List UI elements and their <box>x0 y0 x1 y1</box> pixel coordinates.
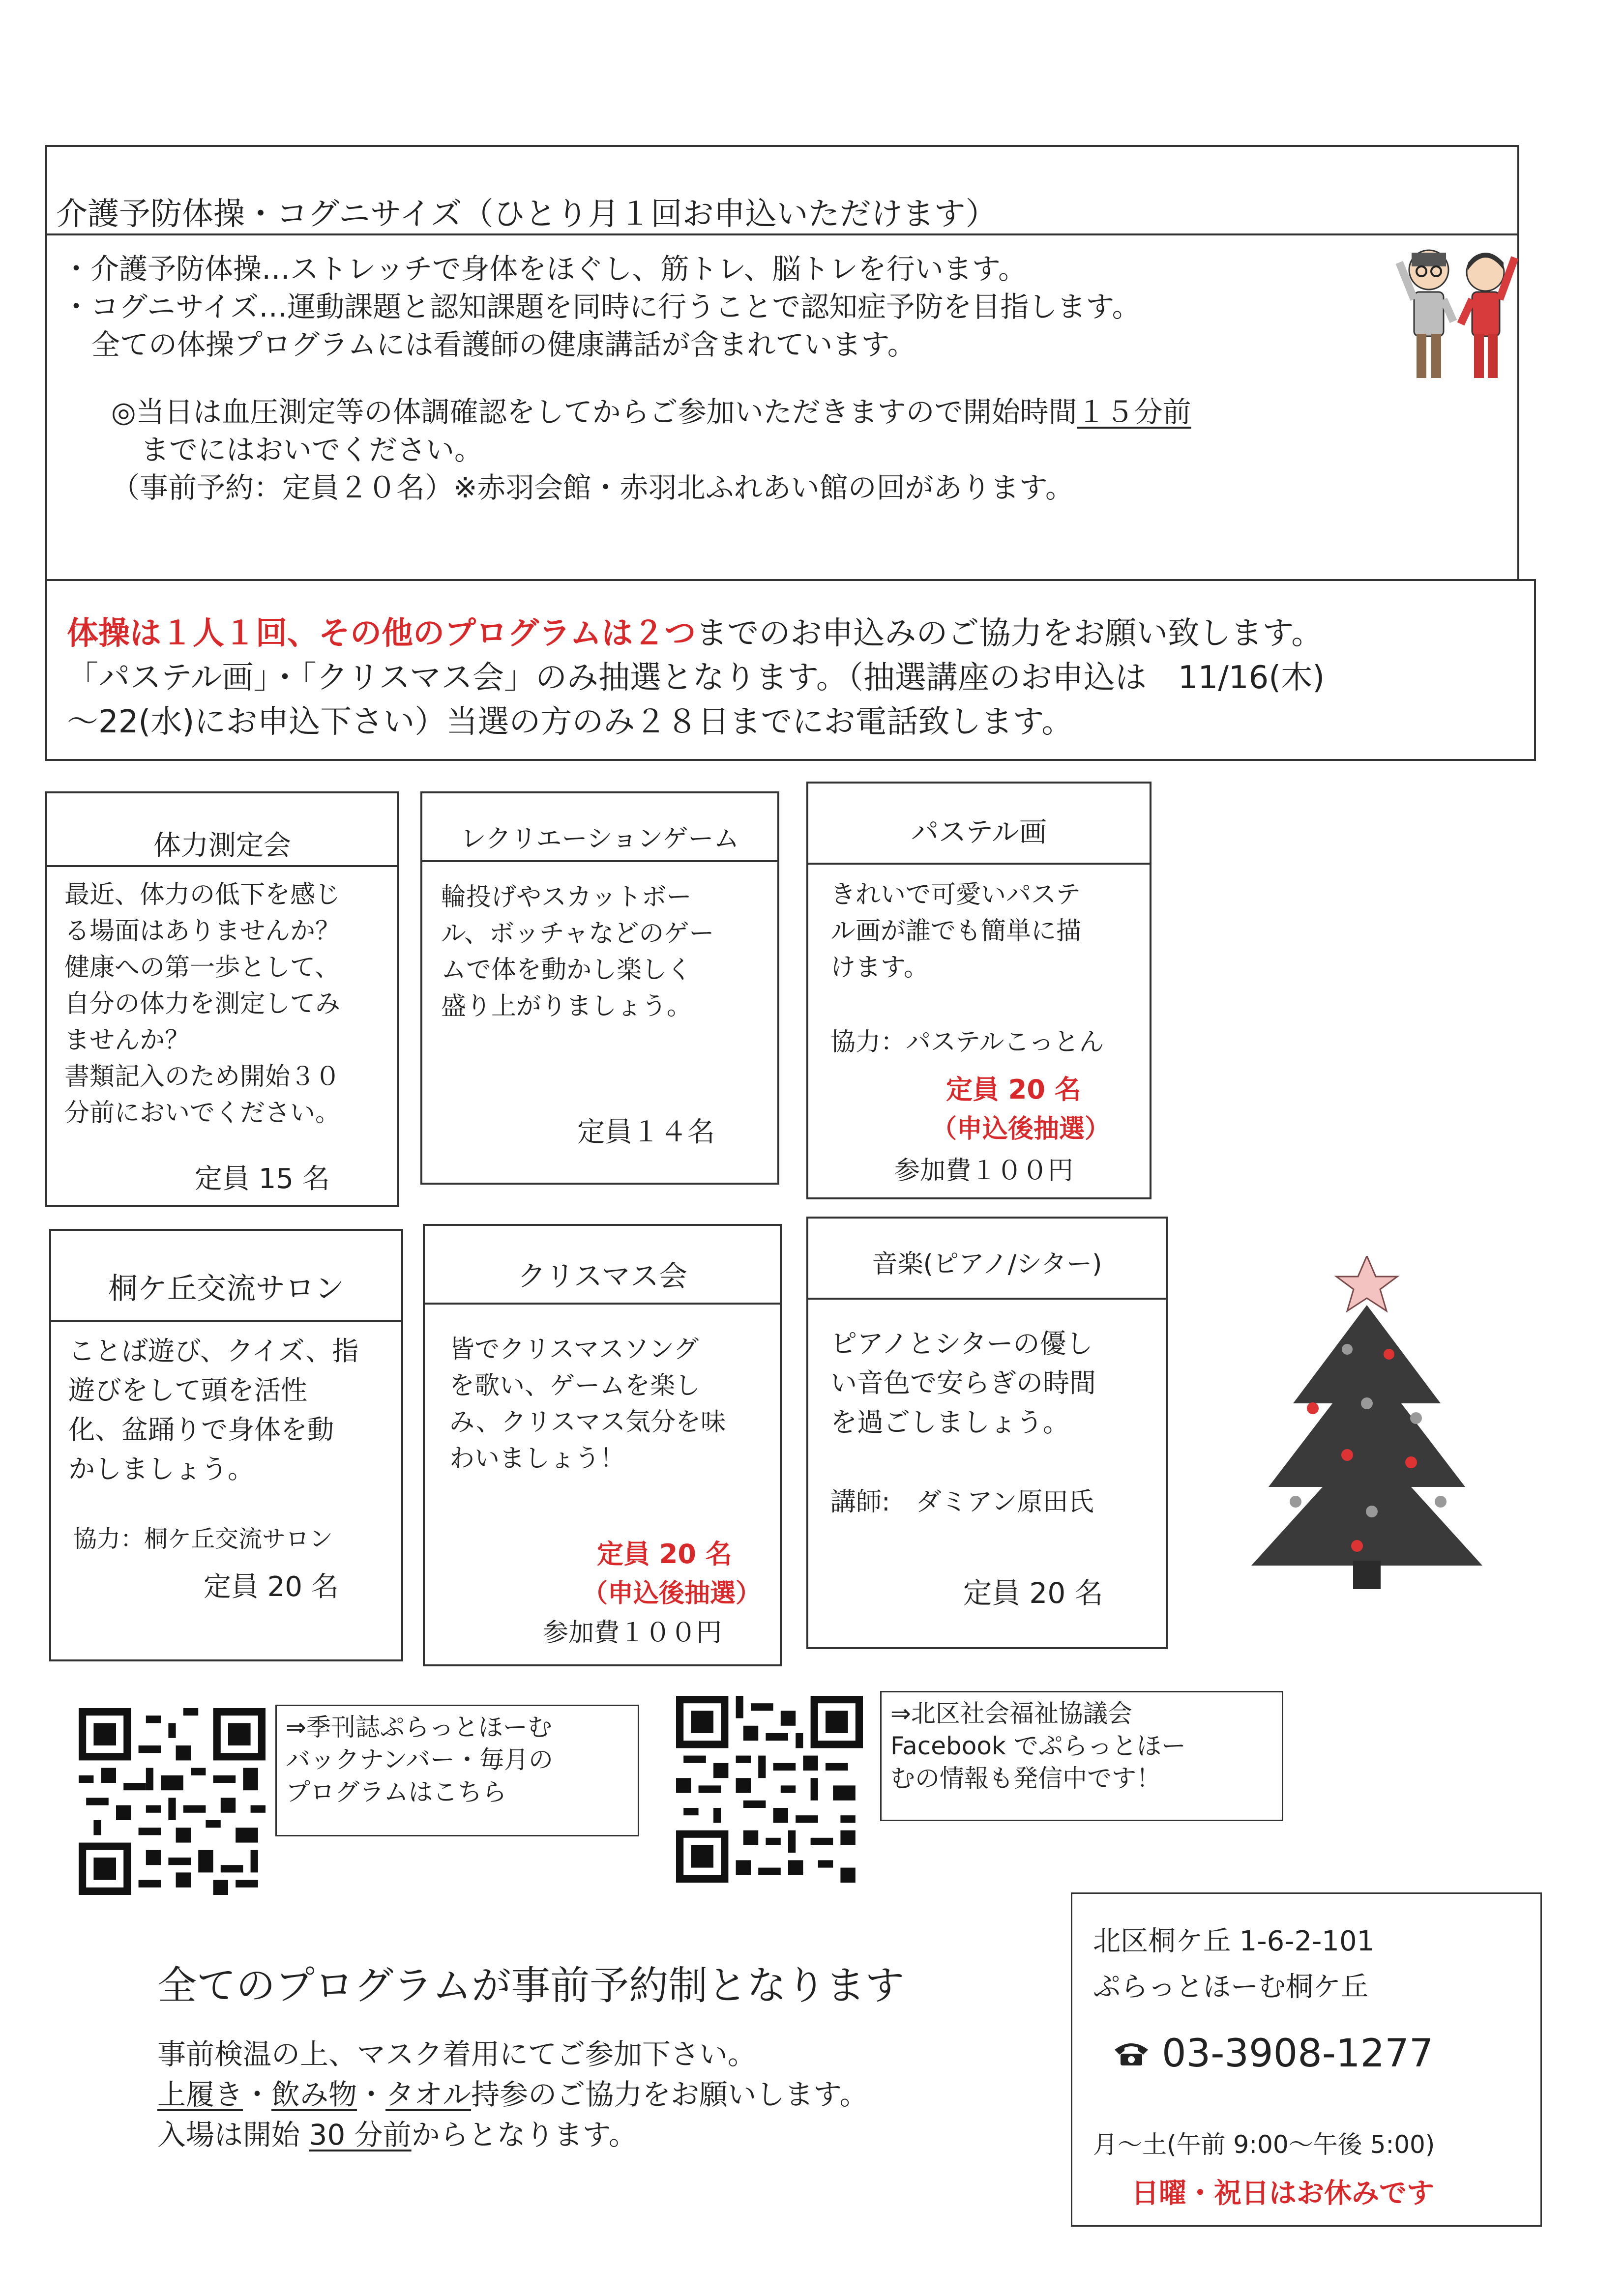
contact-box <box>1071 1892 1542 2227</box>
reservation-line-2 <box>157 2074 904 2115</box>
exercise-line-2: ・コグニサイズ…運動課題と認知課題を同時に行うことで認知症予防を目指します。 <box>62 290 1141 323</box>
card-text: ピアノとシターの優し <box>830 1328 1093 1359</box>
exercise-title: 介護予防体操・コグニサイズ（ひとり月１回お申込いただけます） <box>47 147 1517 235</box>
reservation-line-1: 事前検温の上、マスク着用にてご参加下さい。 <box>157 2037 757 2071</box>
opening-hours: 月～土(午前 9:00～午後 5:00) <box>1093 2130 1435 2159</box>
facebook-text: むの情報も発信中です！ <box>890 1764 1161 1793</box>
exercise-description <box>62 250 1191 507</box>
card-text: 最近、体力の低下を感じ <box>64 880 341 909</box>
notice-line-1-rest: までのお申込みのご協力をお願い致します。 <box>696 615 1323 652</box>
notice-red-text: 体操は１人１回、その他のプログラムは２つ <box>67 615 696 652</box>
notice-line-a <box>62 393 1191 431</box>
notice-line-1 <box>67 611 1325 656</box>
card-text: ことば遊び、クイズ、指 <box>68 1336 359 1366</box>
newsletter-text: バックナンバー・毎月の <box>286 1745 553 1774</box>
card-text: 遊びをして頭を活性 <box>68 1375 307 1406</box>
application-notice <box>45 579 1536 761</box>
card-text: 書類記入のため開始３０ <box>64 1062 341 1091</box>
separator: ・ <box>357 2078 386 2111</box>
card-title: 桐ケ丘交流サロン <box>51 1231 401 1322</box>
card-body <box>449 1332 726 1477</box>
christmas-tree-icon <box>1249 1256 1505 1590</box>
card-cooperation: 協力：パステルこっとん <box>830 1028 1104 1057</box>
card-teacher: 講師: ダミアン原田氏 <box>830 1487 1094 1517</box>
card-text: わいましょう！ <box>449 1444 625 1473</box>
card-title: パステル画 <box>808 784 1150 865</box>
card-capacity: 定員 20 名 <box>963 1576 1103 1610</box>
reservation-info <box>157 1954 904 2155</box>
card-text: 分前においでください。 <box>64 1099 341 1128</box>
exercise-section <box>45 145 1519 602</box>
item-towel: タオル <box>385 2078 472 2111</box>
notice-line-b: までにはおいでください。 <box>141 433 483 466</box>
card-text: み、クリスマス気分を味 <box>449 1408 726 1437</box>
card-text: 皆でクリスマスソング <box>449 1335 699 1364</box>
card-capacity: 定員 15 名 <box>195 1163 330 1195</box>
card-title: クリスマス会 <box>425 1226 780 1305</box>
card-capacity: 定員１４名 <box>577 1116 715 1148</box>
card-capacity: 定員 20 名 <box>597 1539 732 1569</box>
facebook-text: Facebook でぷらっとほー <box>890 1732 1186 1760</box>
card-pastel-art <box>806 782 1152 1199</box>
card-body <box>64 877 340 1132</box>
card-text: ル画が誰でも簡単に描 <box>830 917 1082 946</box>
card-fee: 参加費１００円 <box>543 1618 722 1648</box>
card-text: かしましょう。 <box>68 1453 254 1484</box>
item-drinks: 飲み物 <box>271 2078 357 2111</box>
card-capacity: 定員 20 名 <box>946 1074 1081 1105</box>
card-text: 自分の体力を測定してみ <box>64 989 341 1018</box>
entry-time: 30 分前 <box>309 2118 412 2151</box>
card-body <box>830 877 1081 986</box>
reservation-title: 全てのプログラムが事前予約制となります <box>157 1963 905 2008</box>
card-body <box>441 879 714 1025</box>
exercise-people-icon <box>1394 243 1522 385</box>
card-body <box>68 1332 358 1489</box>
phone-number: 03-3908-1277 <box>1162 2032 1434 2076</box>
entry-text-rest: からとなります。 <box>411 2118 638 2151</box>
card-body <box>830 1324 1096 1442</box>
card-text: ませんか？ <box>64 1026 190 1055</box>
address: 北区桐ケ丘 1-6-2-101 <box>1093 1925 1375 1957</box>
exercise-line-3: 全ての体操プログラムには看護師の健康講話が含まれています。 <box>91 328 916 361</box>
card-title: 音楽(ピアノ/シター) <box>808 1219 1166 1300</box>
card-music <box>806 1217 1168 1649</box>
facility-name: ぷらっとほーむ桐ケ丘 <box>1093 1971 1368 2003</box>
card-fee: 参加費１００円 <box>894 1156 1074 1186</box>
reservation-line-3 <box>157 2115 904 2155</box>
notice-text-a: ◎当日は血圧測定等の体調確認をしてからご参加いただきますので開始時間 <box>111 395 1077 429</box>
card-text: けます。 <box>830 953 929 982</box>
card-christmas-party <box>423 1224 782 1666</box>
facebook-link-box[interactable] <box>880 1691 1283 1821</box>
separator: ・ <box>243 2078 272 2111</box>
card-text: を歌い、ゲームを楽し <box>449 1371 701 1400</box>
exercise-line-1: ・介護予防体操…ストレッチで身体をほぐし、筋トレ、脳トレを行います。 <box>62 252 1027 286</box>
lottery-note: （申込後抽選） <box>931 1114 1111 1144</box>
card-kirigaoka-salon <box>49 1229 403 1661</box>
notice-underline-time: １５分前 <box>1077 395 1191 429</box>
newsletter-text: ⇒季刊誌ぷらっとほーむ <box>286 1713 552 1742</box>
entry-text: 入場は開始 <box>157 2118 309 2151</box>
card-title: 体力測定会 <box>47 793 397 867</box>
card-text: 健康への第一歩として、 <box>64 953 340 982</box>
qr-code-facebook[interactable] <box>676 1696 863 1883</box>
card-capacity: 定員 20 名 <box>204 1571 339 1603</box>
card-text: ムで体を動かし楽しく <box>441 956 692 985</box>
notice-line-3: ～22(水)にお申込下さい）当選の方のみ２８日までにお電話致します。 <box>67 704 1073 740</box>
newsletter-link-box[interactable] <box>275 1705 639 1836</box>
reservation-line-2-rest: 持参のご協力をお願いします。 <box>471 2078 868 2111</box>
card-cooperation: 協力：桐ケ丘交流サロン <box>73 1525 333 1553</box>
notice-line-2: 「パステル画」・「クリスマス会」のみ抽選となります。（抽選講座のお申込は 11/16(木) <box>67 660 1325 696</box>
card-fitness-test <box>45 791 399 1207</box>
spacer <box>62 364 1191 393</box>
phone-row[interactable] <box>1112 2032 1434 2076</box>
card-text: 化、盆踊りで身体を動 <box>68 1414 334 1445</box>
card-text: る場面はありませんか？ <box>64 917 341 946</box>
qr-code-newsletter[interactable] <box>79 1708 266 1895</box>
phone-icon <box>1112 2039 1151 2068</box>
facebook-text: ⇒北区社会福祉協議会 <box>890 1699 1132 1728</box>
newsletter-text: プログラムはこちら <box>286 1778 507 1806</box>
card-text: 輪投げやスカットボー <box>441 883 692 912</box>
card-text: 盛り上がりましょう。 <box>441 992 692 1021</box>
closed-days: 日曜・祝日はお休みです <box>1131 2178 1434 2209</box>
card-text: を過ごしましょう。 <box>830 1407 1069 1438</box>
card-text: い音色で安らぎの時間 <box>830 1367 1096 1398</box>
lottery-note: （申込後抽選） <box>582 1579 762 1608</box>
card-text: きれいで可愛いパステ <box>830 880 1081 909</box>
notice-line-c: （事前予約：定員２０名）※赤羽会館・赤羽北ふれあい館の回があります。 <box>111 471 1074 504</box>
card-recreation-game <box>420 791 779 1185</box>
item-shoes: 上履き <box>157 2078 243 2111</box>
card-title: レクリエーションゲーム <box>422 793 777 862</box>
card-text: ル、ボッチャなどのゲー <box>441 919 714 948</box>
